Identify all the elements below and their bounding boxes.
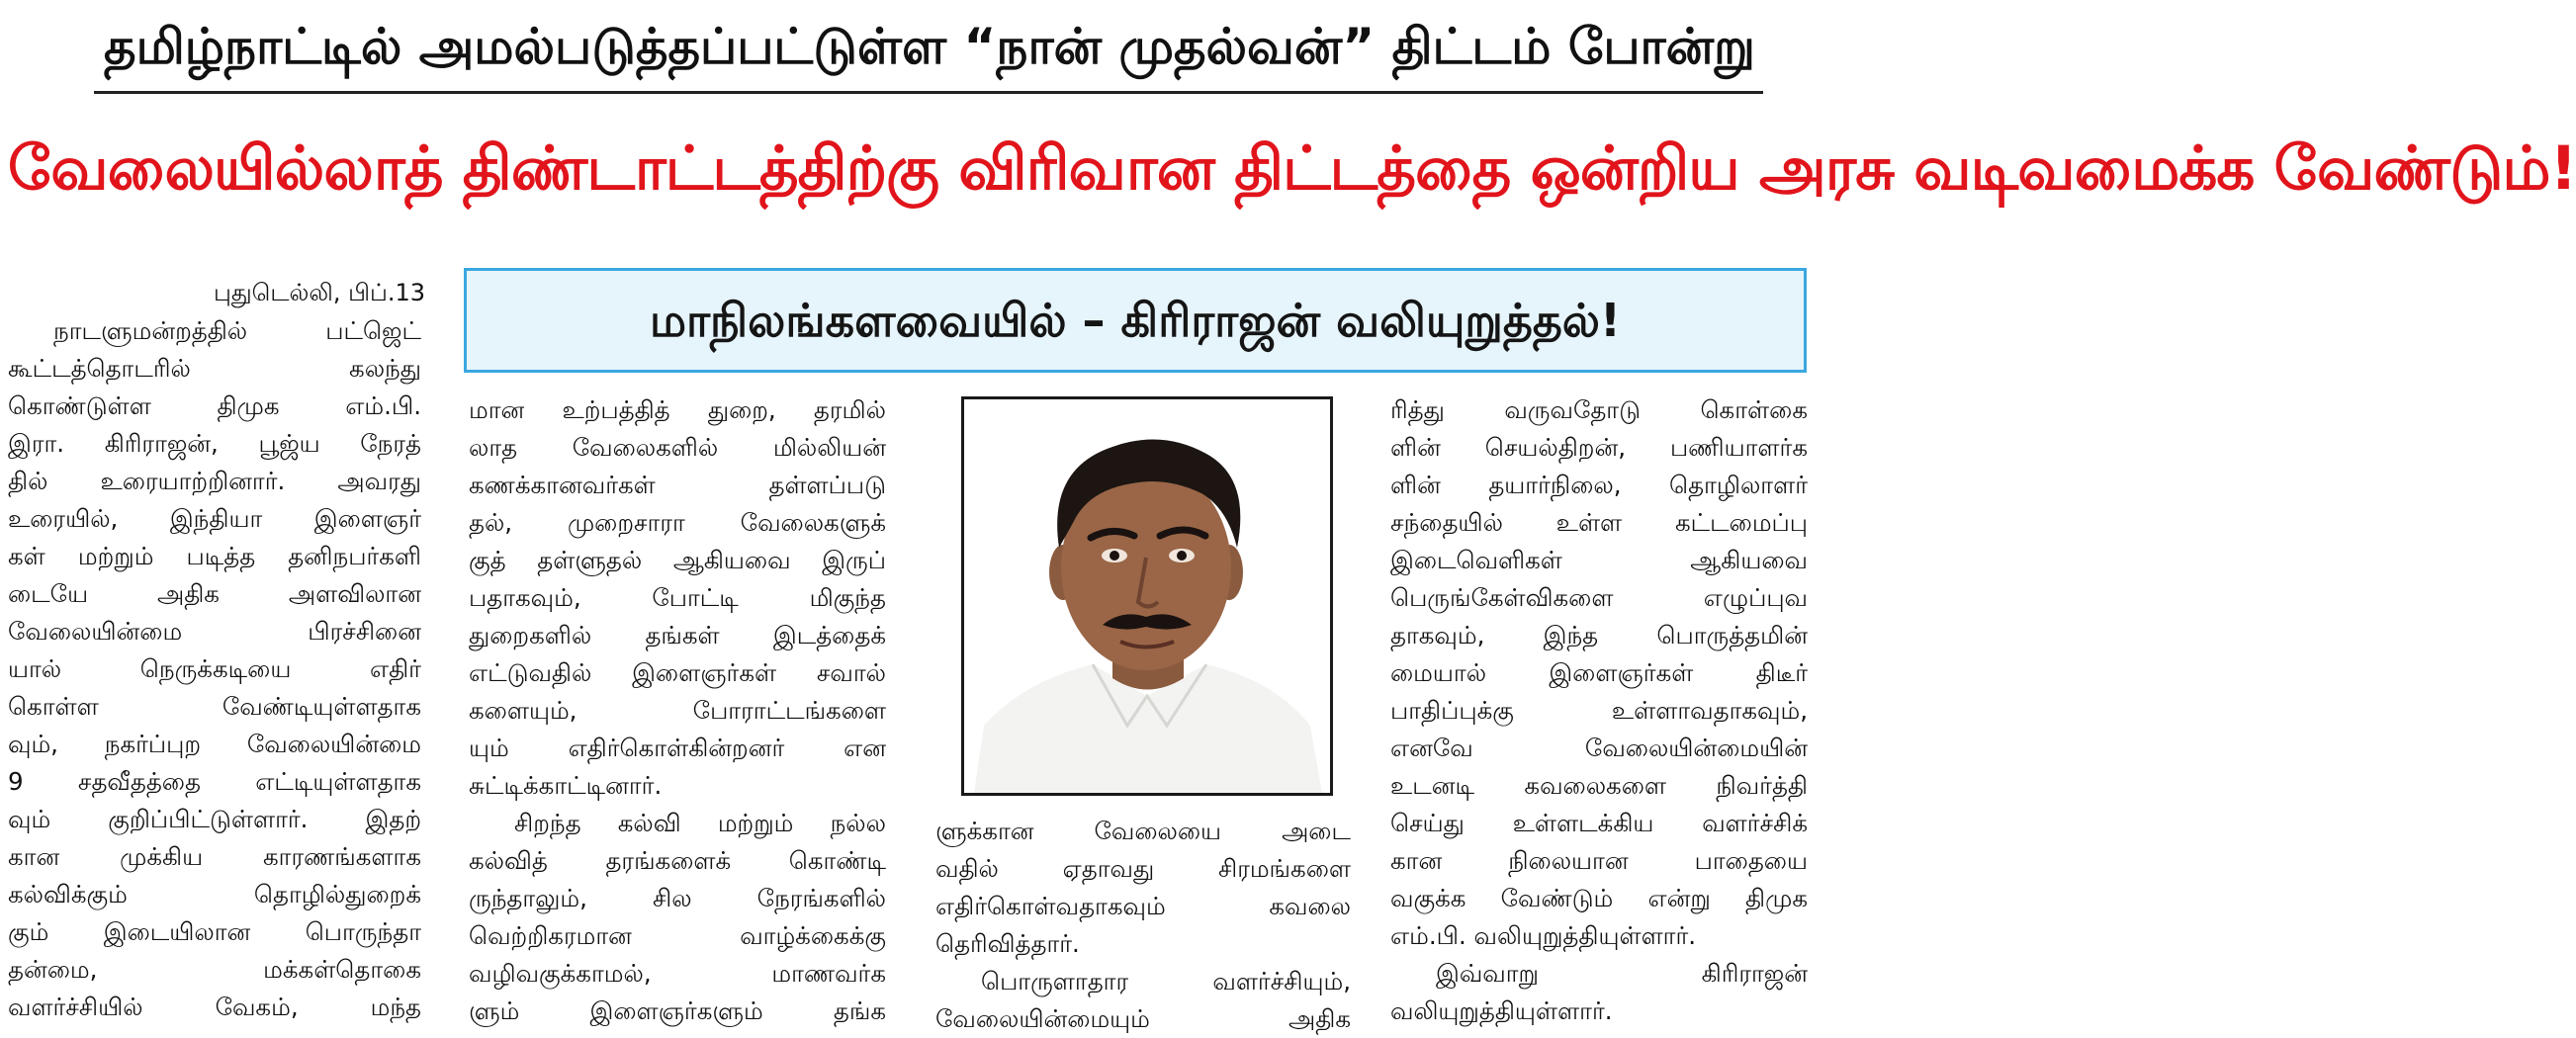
text-line: கள் மற்றும் படித்த தனிநபர்களி <box>8 542 421 570</box>
text-line: குத் தள்ளுதல் ஆகியவை இருப் <box>469 546 886 574</box>
text-line: 9 சதவீதத்தை எட்டியுள்ளதாக <box>8 767 421 796</box>
text-line: களையும், போராட்டங்களை <box>469 696 886 725</box>
text-line: பதாகவும், போட்டி மிகுந்த <box>469 583 886 612</box>
text-line: மையால் இளைஞர்கள் திடீர் <box>1390 658 1808 687</box>
kicker-underline <box>94 91 1763 94</box>
text-line: யால் நெருக்கடியை எதிர் <box>8 654 421 683</box>
text-line: வலியுறுத்தியுள்ளார். <box>1390 996 1613 1025</box>
text-line: ளின் செயல்திறன், பணியாளர்க <box>1390 433 1808 462</box>
text-line: கூட்டத்தொடரில் கலந்து <box>8 354 421 383</box>
text-line: கொள்ள வேண்டியுள்ளதாக <box>8 692 421 721</box>
text-line: கல்வித் தரங்களைக் கொண்டி <box>469 846 886 875</box>
article-column-1 <box>8 312 421 1026</box>
text-line: யும் எதிர்கொள்கின்றனர் என <box>469 734 886 762</box>
text-line: இரா. கிரிராஜன், பூஜ்ய நேரத் <box>8 429 421 458</box>
text-line: பாதிப்புக்கு உள்ளாவதாகவும், <box>1390 696 1808 725</box>
text-line: இடைவெளிகள் ஆகியவை <box>1390 546 1808 574</box>
text-line: வளர்ச்சியில் வேகம், மந்த <box>8 993 421 1021</box>
text-line: கணக்கானவர்கள் தள்ளப்படு <box>469 471 886 499</box>
text-line: ருந்தாலும், சில நேரங்களில் <box>469 884 886 912</box>
text-line: தன்மை, மக்கள்தொகை <box>8 955 421 984</box>
subhead: மாநிலங்களவையில் – கிரிராஜன் வலியுறுத்தல்! <box>650 294 1621 347</box>
text-line: கான நிலையான பாதையை <box>1390 846 1808 875</box>
text-line: உரையில், இந்தியா இளைஞர் <box>8 504 421 533</box>
text-line: வேலையின்மையும் அதிக <box>935 1004 1351 1033</box>
text-line: உடனடி கவலைகளை நிவர்த்தி <box>1390 771 1808 800</box>
text-line: வழிவகுக்காமல், மாணவர்க <box>469 959 886 988</box>
text-line: இவ்வாறு கிரிராஜன் <box>1436 959 1808 988</box>
text-line: மான உற்பத்தித் துறை, தரமில் <box>469 395 886 424</box>
text-line: எனவே வேலையின்மையின் <box>1390 734 1808 762</box>
text-line: தெரிவித்தார். <box>935 929 1080 958</box>
text-line: சந்தையில் உள்ள கட்டமைப்பு <box>1390 508 1808 537</box>
text-line: வும், நகர்ப்புற வேலையின்மை <box>8 730 421 758</box>
text-line: தல், முறைசாரா வேலைகளுக் <box>469 508 886 537</box>
text-line: வதில் ஏதாவது சிரமங்களை <box>935 854 1351 883</box>
text-line: வேலையின்மை பிரச்சினை <box>8 617 421 646</box>
text-line: பெருங்கேள்விகளை எழுப்புவ <box>1390 583 1808 612</box>
text-line: வும் குறிப்பிட்டுள்ளார். இதற் <box>8 805 421 833</box>
text-line: கும் இடையிலான பொருந்தா <box>8 917 421 946</box>
text-line: கான முக்கிய காரணங்களாக <box>8 842 421 871</box>
text-line: எட்டுவதில் இளைஞர்கள் சவால் <box>469 658 886 687</box>
main-headline: வேலையில்லாத் திண்டாட்டத்திற்கு விரிவான திட்டத்தை ஒன்றிய அரசு வடிவமைக்க வேண்டும்! <box>8 133 2576 204</box>
portrait-photo <box>961 396 1333 796</box>
text-line: சுட்டிக்காட்டினார். <box>469 771 663 800</box>
text-line: எம்.பி. வலியுறுத்தியுள்ளார். <box>1390 921 1697 950</box>
text-line: ளுக்கான வேலையை அடை <box>935 817 1351 845</box>
article-column-4 <box>1390 391 1808 1030</box>
text-line: டையே அதிக அளவிலான <box>8 579 421 608</box>
portrait-illustration <box>964 399 1330 793</box>
text-line: செய்து உள்ளடக்கிய வளர்ச்சிக் <box>1390 809 1808 837</box>
text-line: தாகவும், இந்த பொருத்தமின் <box>1390 621 1808 649</box>
article-column-2 <box>469 391 886 1030</box>
text-line: நாடளுமன்றத்தில் பட்ஜெட் <box>53 316 421 345</box>
article-column-3 <box>935 813 1351 1038</box>
text-line: கல்விக்கும் தொழில்துறைக் <box>8 880 421 908</box>
text-line: சிறந்த கல்வி மற்றும் நல்ல <box>514 809 886 837</box>
text-line: ரித்து வருவதோடு கொள்கை <box>1390 395 1808 424</box>
subhead-box <box>464 268 1807 373</box>
text-line: ளின் தயார்நிலை, தொழிலாளர் <box>1390 471 1808 499</box>
text-line: வெற்றிகரமான வாழ்க்கைக்கு <box>469 921 886 950</box>
text-line: துறைகளில் தங்கள் இடத்தைக் <box>469 621 886 649</box>
text-line: லாத வேலைகளில் மில்லியன் <box>469 433 886 462</box>
dateline: புதுடெல்லி, பிப்.13 <box>214 279 425 306</box>
text-line: ளும் இளைஞர்களும் தங்க <box>469 996 886 1025</box>
text-line: வகுக்க வேண்டும் என்று திமுக <box>1390 884 1808 912</box>
text-line: பொருளாதார வளர்ச்சியும், <box>981 967 1351 995</box>
kicker-headline: தமிழ்நாட்டில் அமல்படுத்தப்பட்டுள்ள “நான் முதல்வன்” திட்டம் போன்று <box>104 18 1755 75</box>
text-line: தில் உரையாற்றினார். அவரது <box>8 467 421 495</box>
text-line: கொண்டுள்ள திமுக எம்.பி. <box>8 391 421 420</box>
text-line: எதிர்கொள்வதாகவும் கவலை <box>935 892 1351 920</box>
